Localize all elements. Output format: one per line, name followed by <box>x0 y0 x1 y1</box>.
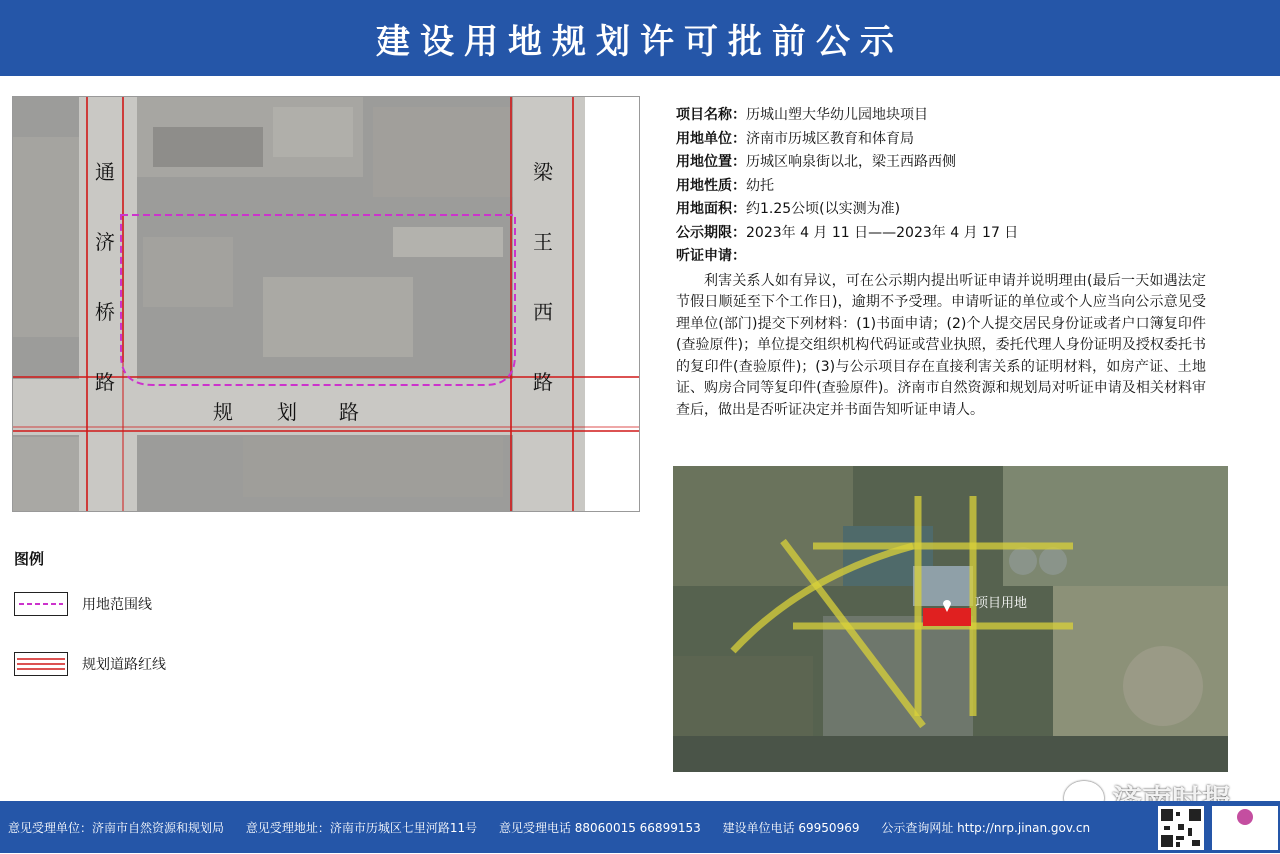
road-label-west-4: 路 <box>95 370 115 394</box>
info-row-land-user <box>676 128 1206 152</box>
aerial-site-label: 项目用地 <box>975 596 1028 611</box>
info-label: 项目名称： <box>676 107 746 123</box>
info-value: 历城山塑大华幼儿园地块项目 <box>746 107 928 123</box>
road-label-south-3: 路 <box>339 400 359 424</box>
aerial-photo-svg <box>673 466 1228 772</box>
road-label-west-2: 济 <box>95 230 115 254</box>
legend-swatch-boundary <box>14 592 68 616</box>
legend-swatch-road-line <box>14 652 68 676</box>
legend-item-boundary <box>14 590 314 618</box>
qr-code-icon <box>1158 806 1204 850</box>
legend-label-boundary: 用地范围线 <box>82 597 152 613</box>
legend-item-road-line <box>14 650 314 678</box>
agency-logo-icon <box>1237 809 1253 825</box>
footer-item-phone: 意见受理电话 88060015 66899153 <box>498 821 701 835</box>
footer-item-builder-phone: 建设单位电话 69950969 <box>722 821 860 835</box>
project-info <box>676 104 1206 421</box>
road-label-east-2: 王 <box>533 230 553 254</box>
qr-code[interactable] <box>1158 806 1204 850</box>
info-value: 幼托 <box>746 177 774 194</box>
page-title: 建设用地规划许可批前公示 <box>376 21 904 62</box>
site-plan-map <box>12 96 640 512</box>
info-value: 历城区响泉街以北，梁王西路西侧 <box>746 154 956 170</box>
info-label: 用地面积： <box>676 201 746 217</box>
footer-item-address: 意见受理地址：济南市历城区七里河路11号 <box>245 821 478 835</box>
info-row-area <box>676 198 1206 222</box>
info-label: 听证申请： <box>676 248 746 264</box>
legend-label-road-line: 规划道路红线 <box>82 657 166 673</box>
legend <box>14 548 314 688</box>
info-label: 用地性质： <box>676 177 746 194</box>
hearing-text: 利害关系人如有异议，可在公示期内提出听证申请并说明理由(最后一天如遇法定节假日顺延至下个工作日)，逾期不予受理。申请听证的单位或个人应当向公示意见受理单位(部门)提交下列材料：(1)书面申请；(2)个人提交居民身份证或者户口簿复印件(查验原件)；单位提交组织机构代码证或营业执照，委托代理人身份证明及授权委托书的复印件(查验原件)；(3)与公示项目存在直接利害关系的证明材料，如房产证、土地证、购房合同等复印件(查验原件)。济南市自然资源和规划局对听证申请及相关材料审查后，做出是否听证决定并书面告知听证申请人。 <box>676 272 1206 418</box>
footer-bar <box>0 801 1280 853</box>
info-row-project-name <box>676 104 1206 128</box>
info-value: 约1.25公顷(以实测为准) <box>746 201 901 217</box>
info-row-hearing <box>676 245 1206 269</box>
info-label: 用地位置： <box>676 154 746 170</box>
road-label-east-1: 梁 <box>533 160 553 184</box>
road-label-west-3: 桥 <box>95 300 115 324</box>
info-label: 公示期限： <box>676 224 746 241</box>
info-row-location <box>676 151 1206 175</box>
info-row-land-use <box>676 175 1206 199</box>
aerial-photo <box>673 466 1228 772</box>
header-banner <box>0 0 1280 76</box>
road-label-south-1: 规 <box>213 400 233 424</box>
info-value: 2023年 4 月 11 日——2023年 4 月 17 日 <box>746 224 1019 241</box>
info-label: 用地单位： <box>676 130 746 147</box>
road-label-south-2: 划 <box>277 400 297 424</box>
road-label-east-3: 西 <box>533 300 553 324</box>
legend-title: 图例 <box>14 550 45 568</box>
agency-badge <box>1212 806 1278 850</box>
road-label-west-1: 通 <box>95 160 115 184</box>
info-row-period <box>676 222 1206 246</box>
road-label-east-4: 路 <box>533 370 553 394</box>
footer-item-unit: 意见受理单位：济南市自然资源和规划局 <box>8 821 225 835</box>
site-plan-svg <box>13 97 639 511</box>
footer-info <box>8 819 1108 836</box>
info-value: 济南市历城区教育和体育局 <box>746 130 914 147</box>
footer-item-website[interactable]: 公示查询网址 http://nrp.jinan.gov.cn <box>881 821 1091 835</box>
